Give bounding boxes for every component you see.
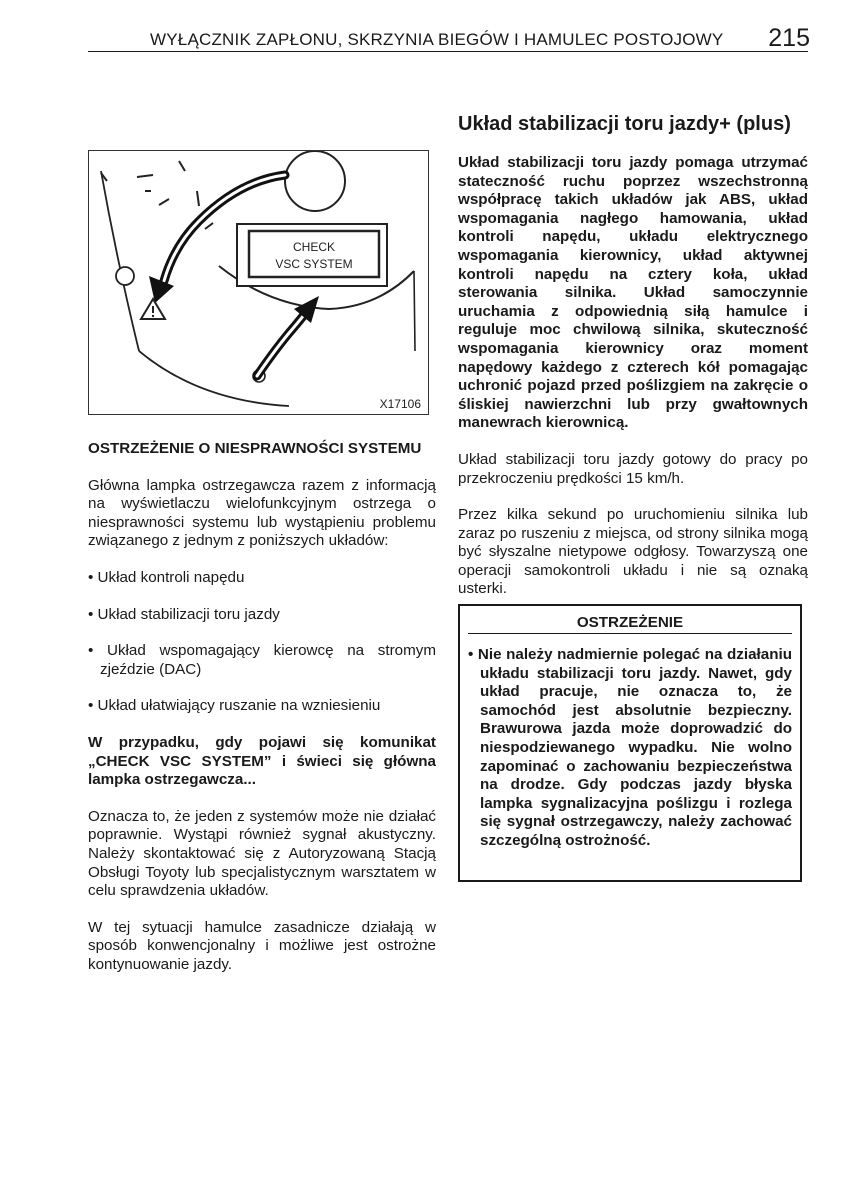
dashboard-illustration bbox=[88, 150, 429, 415]
list-item: • Układ wspomagający kierowcę na stromym zjeździe (DAC) bbox=[88, 642, 436, 678]
warning-text: • Nie należy nadmiernie polegać na działaniu układu stabilizacji toru jazdy. Nawet, gdy układ pracuje, nie oznacza to, że samochód jest absolutnie bezpieczny. Brawurowa jazda może doprowadzić do niespodziewanego wypadku. Nie wolno zapominać o zachowaniu bezpieczeństwa na drodze. Gdy podczas jazdy błyska lampka sygnalizacyjna poślizgu i rozlega się sygnał ostrzegawczy, należy zachować szczególną ostrożność. bbox=[468, 646, 792, 849]
intro-paragraph: Główna lampka ostrzegawcza razem z informacją na wyświetlaczu wielofunkcyjnym ostrzega o niesprawności systemu lub wystąpieniu problemu związanego z jednym z poniższych układów: bbox=[88, 476, 436, 550]
warning-box-body bbox=[460, 634, 800, 851]
speed-paragraph: Układ stabilizacji toru jazdy gotowy do pracy po przekroczeniu prędkości 15 km/h. bbox=[458, 450, 808, 487]
warning-box-title: OSTRZEŻENIE bbox=[468, 606, 792, 634]
brakes-paragraph: W tej sytuacji hamulce zasadnicze działają w sposób konwencjonalny i możliwe jest ostrożne kontynuowanie jazdy. bbox=[88, 918, 436, 973]
warning-box bbox=[458, 604, 802, 882]
warning-triangle-icon bbox=[141, 299, 165, 319]
display-line-1: CHECK bbox=[292, 240, 336, 254]
list-item: • Układ stabilizacji toru jazdy bbox=[88, 605, 280, 623]
display-line-2: VSC SYSTEM bbox=[275, 257, 353, 271]
section-heading-malfunction: OSTRZEŻENIE O NIESPRAWNOŚCI SYSTEMU bbox=[88, 440, 422, 457]
page-number: 215 bbox=[768, 24, 810, 52]
list-item: • Układ kontroli napędu bbox=[88, 568, 245, 586]
vsc-plus-description: Układ stabilizacji toru jazdy pomaga utrzymać stateczność ruchu poprzez wszechstronną współpracę takich układów jak ABS, układ wspomagania nagłego hamowania, układ kontroli napędu, układu elektrycznego wspomagania kierownicy, układ aktywnej kontroli napędu na cztery koła, układ sterowania silnika. Układ samoczynnie uruchamia z odpowiednią siłą hamulce i reguluje moc chwilową silnika, skuteczność wspomagania kierownicy oraz moment napędowy każdego z czterech kół pomagając uchronić pojazd przed poślizgiem na zakręcie o śliskiej nawierzchni lub przy gwałtownych manewrach kierownicą. bbox=[458, 154, 808, 432]
header-rule bbox=[88, 51, 808, 52]
section-title-vsc-plus: Układ stabilizacji toru jazdy+ (plus) bbox=[458, 113, 791, 135]
case-heading: W przypadku, gdy pojawi się komunikat „CHECK VSC SYSTEM” i świeci się główna lampka ostrzegawcza... bbox=[88, 733, 436, 789]
left-column bbox=[88, 440, 436, 992]
list-item: • Układ ułatwiający ruszanie na wzniesieniu bbox=[88, 697, 381, 715]
figure-code: X17106 bbox=[379, 397, 421, 411]
noise-paragraph: Przez kilka sekund po uruchomieniu silnika lub zaraz po ruszeniu z miejsca, od strony silnika mogą być słyszalne nietypowe odgłosy. Towarzyszą one operacji samokontroli układu i nie są oznaką usterki. bbox=[458, 506, 808, 598]
header-title: WYŁĄCZNIK ZAPŁONU, SKRZYNIA BIEGÓW I HAMULEC POSTOJOWY bbox=[150, 30, 724, 49]
explanation-paragraph: Oznacza to, że jeden z systemów może nie działać poprawnie. Wystąpi również sygnał akustyczny. Należy skontaktować się z Autoryzowaną Stacją Obsługi Toyoty lub specjalistycznym warsztatem w celu sprawdzenia układów. bbox=[88, 807, 436, 900]
right-column bbox=[458, 112, 808, 617]
